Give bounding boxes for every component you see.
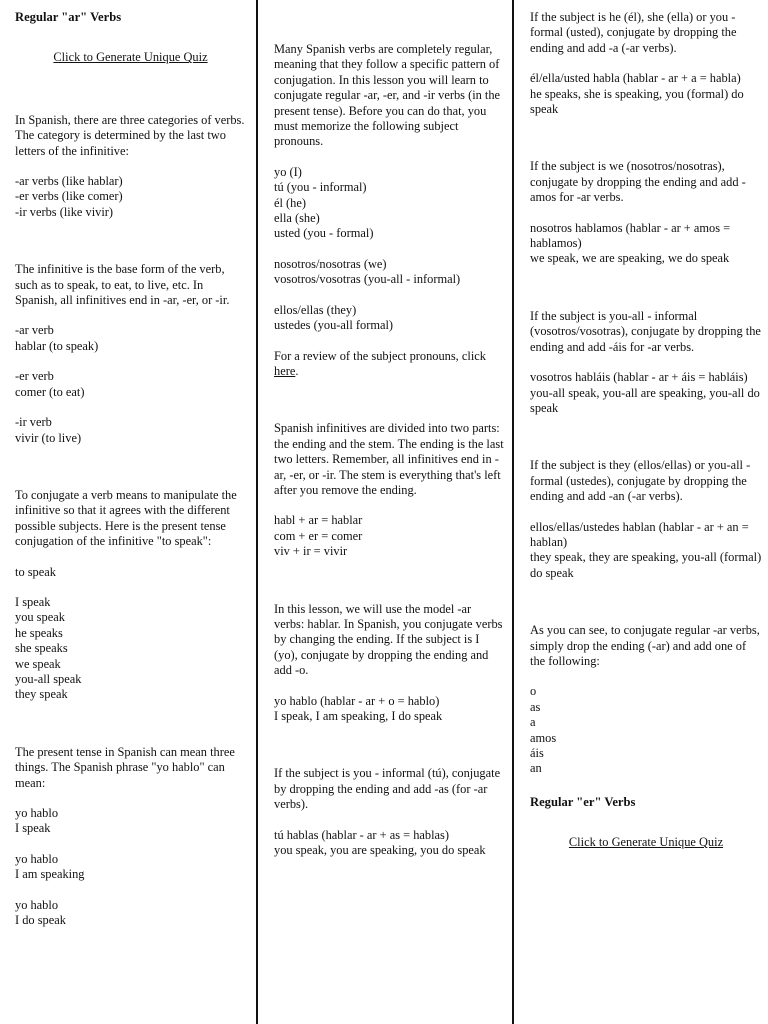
paragraph: The present tense in Spanish can mean three things. The Spanish phrase "yo hablo" can mean: [15,744,235,790]
generate-quiz-link[interactable]: Click to Generate Unique Quiz [53,50,208,65]
here-link[interactable]: here [274,363,296,378]
paragraph: -ar verbs (like hablar) -er verbs (like comer) -ir verbs (like vivir) [15,174,123,219]
paragraph: I speak you speak he speaks she speaks we speak you-all speak they speak [15,594,82,702]
paragraph: Spanish infinitives are divided into two parts: the ending and the stem. The ending is the last two letters. Remember, all infinitives end in -ar, -er, or -ir. The stem is everything that's left after you remove the ending. [274,421,504,497]
ending-list: o as a amos áis an [530,684,557,776]
paragraph: If the subject is you - informal (tú), conjugate by dropping the ending and add -as (for -ar verbs). [274,766,501,812]
paragraph [274,349,504,380]
review-end: . [295,363,299,378]
paragraph: If the subject is they (ellos/ellas) or you-all - formal (ustedes), conjugate by dropping the ending and add -an (-ar verbs). [530,458,751,504]
paragraph: to speak [15,564,56,579]
paragraph: tú hablas (hablar - ar + as = hablas) you speak, you are speaking, you do speak [274,827,486,858]
paragraph: yo (I) tú (you - informal) él (he) ella (she) usted (you - formal) [274,164,374,241]
section-heading-ar-verbs: Regular "ar" Verbs [15,10,122,24]
paragraph: vosotros habláis (hablar - ar + áis = habláis) you-all speak, you-all are speaking, you-all do speak [530,370,760,415]
paragraph: yo hablo (hablar - ar + o = hablo) I speak, I am speaking, I do speak [274,693,443,723]
paragraph: The infinitive is the base form of the verb, such as to speak, to eat, to live, etc. In Spanish, all infinitives end in -ar, -er, or -ir. [15,262,230,308]
paragraph: To conjugate a verb means to manipulate the infinitive so that it agrees with the different possible subjects. Here is the present tense conjugation of the infinitive "to speak": [15,487,237,549]
paragraph: habl + ar = hablar com + er = comer viv + ir = vivir [274,513,363,559]
paragraph: If the subject is you-all - informal (vosotros/vosotras), conjugate by dropping the ending and add -áis for -ar verbs. [530,308,761,354]
section-heading-er-verbs: Regular "er" Verbs [530,794,636,809]
column-2 [256,0,512,1024]
paragraph: yo hablo I speak [15,806,59,836]
paragraph: ellos/ellas (they) ustedes (you-all formal) [274,302,394,333]
paragraph: Many Spanish verbs are completely regular, meaning that they follow a specific pattern of conjugation. In this lesson you will learn to conjugate regular -ar, -er, and -ir verbs (in the present tense). Before you can do that, you must memorize the following subject pronouns. [274,42,501,149]
paragraph: If the subject is we (nosotros/nosotras), conjugate by dropping the ending and add -amos for -ar verbs. [530,159,746,205]
column-1 [0,0,256,1024]
paragraph: nosotros hablamos (hablar - ar + amos = hablamos) we speak, we are speaking, we do speak [530,220,731,266]
paragraph: yo hablo I do speak [15,897,66,928]
paragraph: In this lesson, we will use the model -ar verbs: hablar. In Spanish, you conjugate verbs by changing the ending. If the subject is I (yo), conjugate by dropping the ending and add -o. [274,601,503,678]
paragraph: -er verb comer (to eat) [15,369,85,399]
paragraph: In Spanish, there are three categories of verbs. The category is determined by the last two letters of the infinitive: [15,112,245,158]
paragraph: -ir verb vivir (to live) [15,415,82,445]
paragraph: nosotros/nosotras (we) vosotros/vosotras (you-all - informal) [274,256,461,287]
paragraph: ellos/ellas/ustedes hablan (hablar - ar + an = hablan) they speak, they are speaking, you-all (formal) do speak [530,519,762,580]
paragraph: -ar verb hablar (to speak) [15,323,99,353]
paragraph: yo hablo I am speaking [15,851,85,882]
review-text: For a review of the subject pronouns, click [274,348,486,363]
paragraph: As you can see, to conjugate regular -ar verbs, simply drop the ending (-ar) and add one of the following: [530,623,760,668]
generate-quiz-link[interactable]: Click to Generate Unique Quiz [568,835,724,850]
paragraph: él/ella/usted habla (hablar - ar + a = habla) he speaks, she is speaking, you (formal) do speak [530,71,744,117]
column-3 [512,0,768,1024]
paragraph: If the subject is he (él), she (ella) or you - formal (usted), conjugate by dropping the ending and add -a (-ar verbs). [530,10,737,55]
